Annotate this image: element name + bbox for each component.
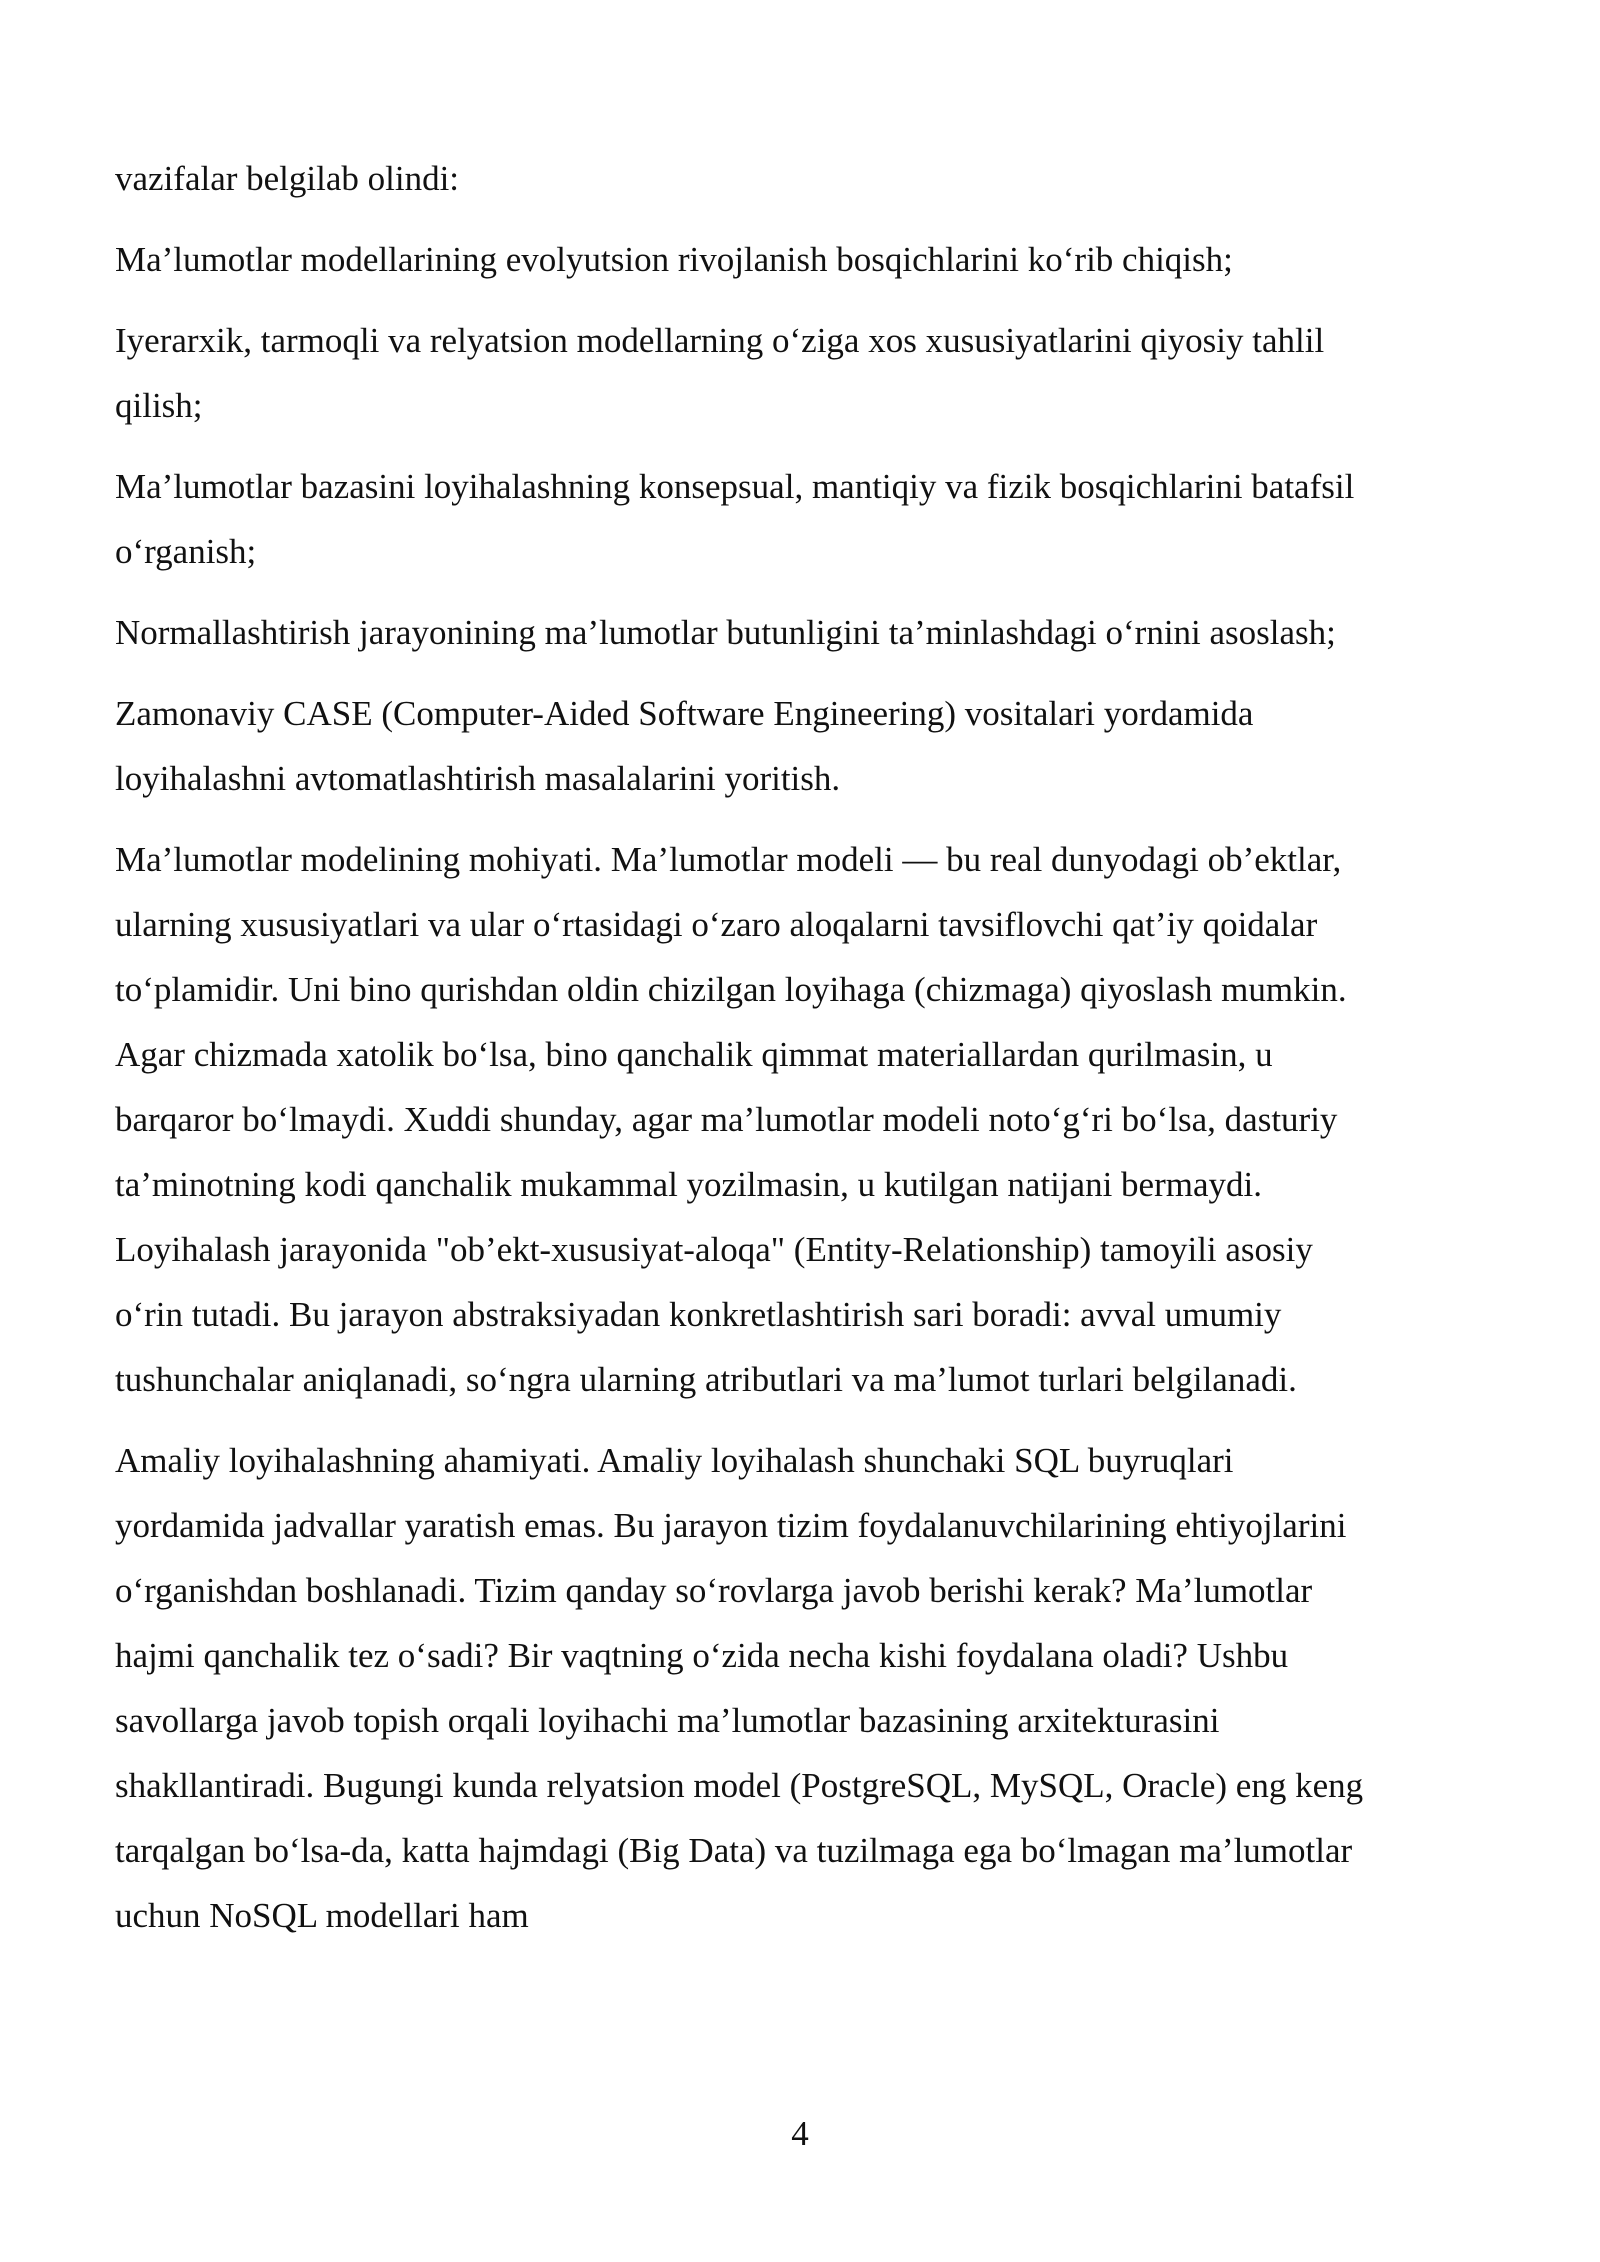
- page-number: 4: [791, 2114, 809, 2153]
- paragraph-data-model-essence: Ma’lumotlar modelining mohiyati. Ma’lumotlar modeli — bu real dunyodagi ob’ektlar, ularning xususiyatlari va ular o‘rtasidagi o‘zaro aloqalarni tavsiflovchi qat’iy qoidalar to‘plamidir. Uni bino qurishdan oldin chizilgan loyihaga (chizmaga) qiyoslash mumkin. Agar chizmada xatolik bo‘lsa, bino qanchalik qimmat materiallardan qurilmasin, u barqaror bo‘lmaydi. Xuddi shunday, agar ma’lumotlar modeli noto‘g‘ri bo‘lsa, dasturiy ta’minotning kodi qanchalik mukammal yozilmasin, u kutilgan natijani bermaydi. Loyihalash jarayonida "ob’ekt-xususiyat-aloqa" (Entity-Relationship) tamoyili asosiy o‘rin tutadi. Bu jarayon abstraksiyadan konkretlashtirish sari boradi: avval umumiy tushunchalar aniqlanadi, so‘ngra ularning atributlari va ma’lumot turlari belgilanadi.: [115, 840, 1347, 1399]
- paragraph-practical-design: Amaliy loyihalashning ahamiyati. Amaliy loyihalash shunchaki SQL buyruqlari yordamida jadvallar yaratish emas. Bu jarayon tizim foydalanuvchilarining ehtiyojlarini o‘rganishdan boshlanadi. Tizim qanday so‘rovlarga javob berishi kerak? Ma’lumotlar hajmi qanchalik tez o‘sadi? Bir vaqtning o‘zida necha kishi foydalana oladi? Ushbu savollarga javob topish orqali loyihachi ma’lumotlar bazasining arxitekturasini shakllantiradi. Bugungi kunda relyatsion model (PostgreSQL, MySQL, Oracle) eng keng tarqalgan bo‘lsa-da, katta hajmdagi (Big Data) va tuzilmaga ega bo‘lmagan ma’lumotlar uchun NoSQL modellari ham: [115, 1441, 1364, 1935]
- paragraph-task-2: Iyerarxik, tarmoqli va relyatsion modellarning o‘ziga xos xususiyatlarini qiyosiy tahlil qilish;: [115, 321, 1325, 425]
- paragraph-task-3: Ma’lumotlar bazasini loyihalashning konsepsual, mantiqiy va fizik bosqichlarini batafsil o‘rganish;: [115, 467, 1355, 571]
- paragraph-intro: vazifalar belgilab olindi:: [115, 159, 460, 198]
- paragraph-task-5: Zamonaviy CASE (Computer-Aided Software Engineering) vositalari yordamida loyihalashni avtomatlashtirish masalalarini yoritish.: [115, 694, 1254, 798]
- body-text: [115, 146, 1365, 1964]
- paragraph-task-4: Normallashtirish jarayonining ma’lumotlar butunligini ta’minlashdagi o‘rnini asoslash;: [115, 613, 1336, 652]
- paragraph-task-1: Ma’lumotlar modellarining evolyutsion rivojlanish bosqichlarini ko‘rib chiqish;: [115, 240, 1233, 279]
